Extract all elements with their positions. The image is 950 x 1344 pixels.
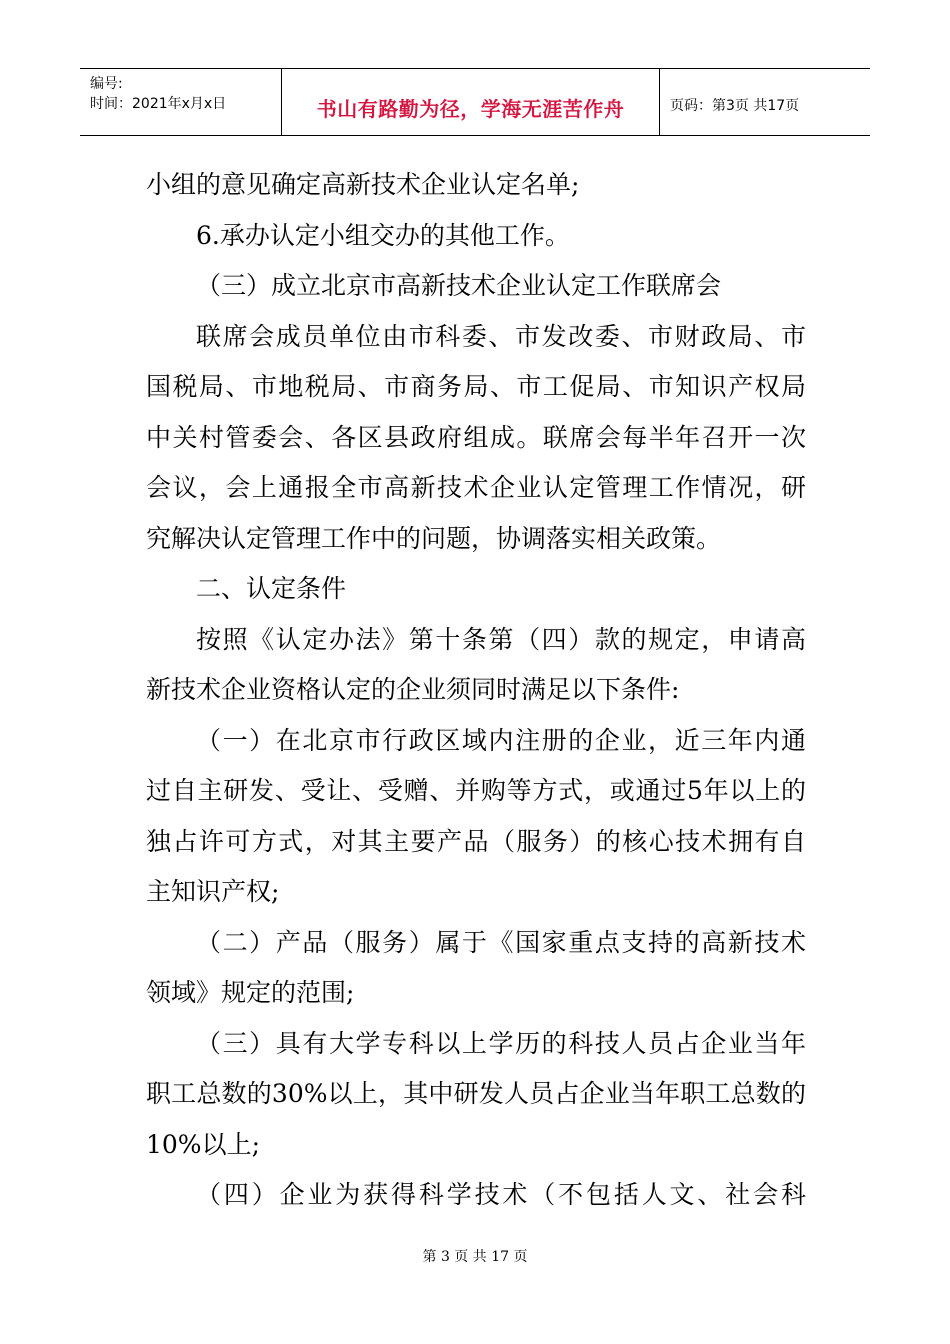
header-motto-cell <box>282 69 660 135</box>
page-footer: 第 3 页 共 17 页 <box>422 1249 528 1265</box>
text-line: 6.承办认定小组交办的其他工作。 <box>196 220 570 250</box>
text-line: 究解决认定管理工作中的问题，协调落实相关政策。 <box>146 523 722 553</box>
text-line: 国税局、市地税局、市商务局、市工促局、市知识产权局 <box>146 372 806 401</box>
document-body <box>146 160 806 1221</box>
section-heading: （三）成立北京市高新技术企业认定工作联席会 <box>196 271 722 300</box>
text-line: 小组的意见确定高新技术企业认定名单; <box>146 170 580 199</box>
header-meta-cell <box>80 69 282 135</box>
text-line: 联席会成员单位由市科委、市发改委、市财政局、市 <box>196 321 806 351</box>
header-motto: 书山有路勤为径，学海无涯苦作舟 <box>316 97 625 121</box>
text-line: （一）在北京市行政区域内注册的企业，近三年内通 <box>196 725 806 755</box>
text-line: 会议，会上通报全市高新技术企业认定管理工作情况，研 <box>146 473 806 502</box>
section-heading: 二、认定条件 <box>196 574 347 603</box>
text-line: 按照《认定办法》第十条第（四）款的规定，申请高 <box>196 624 806 654</box>
text-line: 新技术企业资格认定的企业须同时满足以下条件: <box>146 675 680 704</box>
text-line: 中关村管委会、各区县政府组成。联席会每半年召开一次 <box>146 422 806 452</box>
text-line: （二）产品（服务）属于《国家重点支持的高新技术 <box>196 927 806 957</box>
document-time-label: 时间：2021年x月x日 <box>90 96 227 112</box>
text-line: （四）企业为获得科学技术（不包括人文、社会科 <box>196 1180 806 1209</box>
document-number-label: 编号: <box>90 76 123 92</box>
text-line: 职工总数的30%以上，其中研发人员占企业当年职工总数的 <box>146 1079 806 1108</box>
text-line: 过自主研发、受让、受赠、并购等方式，或通过5年以上的 <box>146 776 806 805</box>
header-page-cell <box>660 69 870 135</box>
text-line: （三）具有大学专科以上学历的科技人员占企业当年 <box>196 1028 806 1058</box>
text-line: 独占许可方式，对其主要产品（服务）的核心技术拥有自 <box>146 826 806 856</box>
text-line: 主知识产权; <box>146 877 280 906</box>
text-line: 10%以上; <box>146 1129 260 1159</box>
page-header <box>80 68 870 136</box>
text-line: 领域》规定的范围; <box>146 978 355 1007</box>
header-page-label: 页码：第3页 共17页 <box>670 98 800 114</box>
